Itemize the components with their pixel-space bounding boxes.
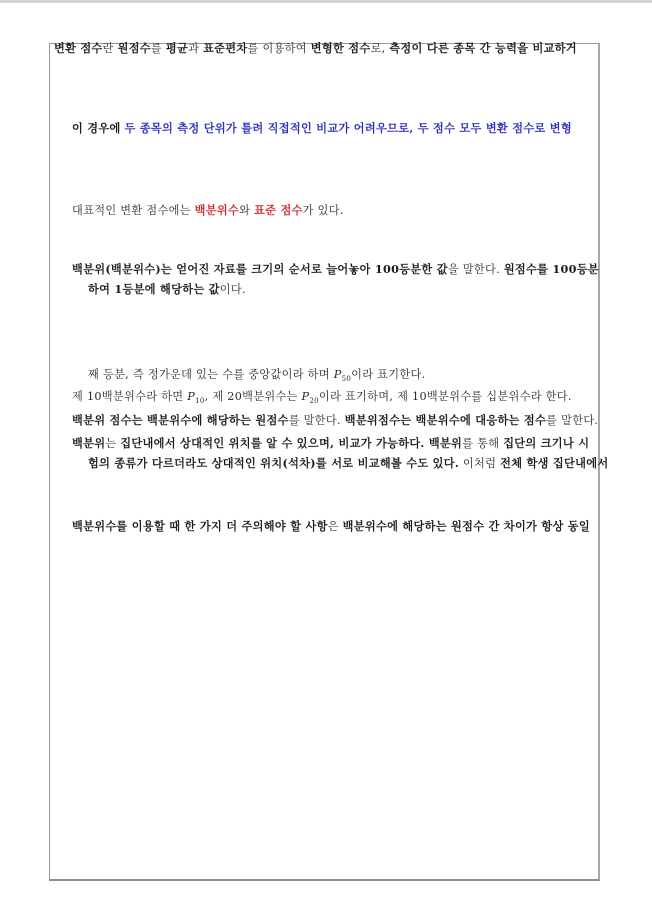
s1-item-4-line-1: 대표적인 변환 점수에는 백분위수와 표준 점수가 있다. <box>72 203 344 217</box>
s2-item-4-line-1: 제 10백분위수라 하면 $P_{10}$, 제 20백분위수는 $P_{20}$이라 표기하며, 제 10백분위수를 십분위수라 한다. <box>72 390 572 406</box>
s2-item-5-line-1: 백분위 점수는 백분위수에 해당하는 원점수를 말한다. 백분위점수는 백분위수에 대응하는 점수를 말한다. <box>72 413 599 427</box>
s2-item-3-line-2: 째 등분, 즉 정가운데 있는 수를 중앙값이라 하며 $P_{50}$이라 표기한다. <box>88 368 426 384</box>
s2-item-7-line-1: 백분위수를 이용할 때 한 가지 더 주의해야 할 사항은 백분위수에 해당하는 원점수 간 차이가 항상 동일 <box>72 519 590 533</box>
s2-item-6-line-2: 험의 종류가 다르더라도 상대적인 위치(석차)를 서로 비교해볼 수도 있다. 이처럼 전체 학생 집단내에서 <box>88 456 609 470</box>
s2-item-1-line-2: 하여 1등분에 해당하는 값이다. <box>88 282 246 296</box>
section-1-line-1: 변환 점수란 원점수를 평균과 표준편차를 이용하여 변형한 점수로, 측정이 다른 종목 간 능력을 비교하거 <box>54 41 577 55</box>
s1-item-2-line-1: 이 경우에 두 종목의 측정 단위가 틀려 직접적인 비교가 어려우므로, 두 점수 모두 변환 점수로 변형 <box>72 121 572 135</box>
s2-item-1-line-1: 백분위(백분위수)는 얻어진 자료를 크기의 순서로 늘어놓아 100등분한 값을 말한다. 원점수를 100등분 <box>72 262 599 276</box>
top-shade <box>0 0 652 3</box>
s2-item-6-line-1: 백분위는 집단내에서 상대적인 위치를 알 수 있으며, 비교가 가능하다. 백분위를 통해 집단의 크기나 시 <box>72 436 590 450</box>
